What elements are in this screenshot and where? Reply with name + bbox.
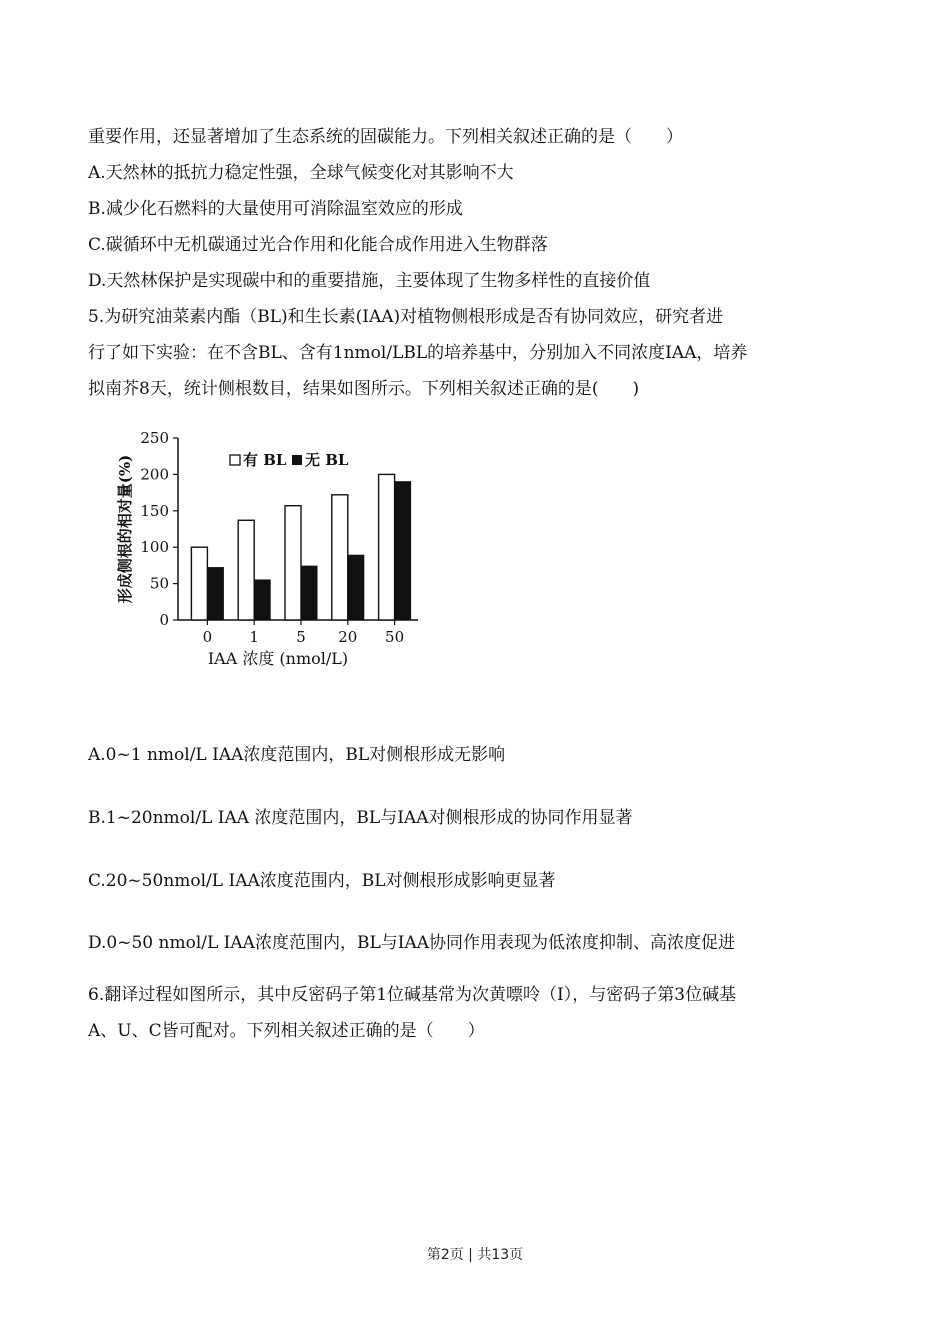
- text-line: B.减少化石燃料的大量使用可消除温室效应的形成: [88, 199, 463, 219]
- question-6-line: A、U、C皆可配对。下列相关叙述正确的是（ ）: [88, 1021, 485, 1041]
- bar-without-bl: [207, 568, 223, 620]
- bar-without-bl: [395, 482, 411, 620]
- option-b: B.1~20nmol/L IAA 浓度范围内，BL与IAA对侧根形成的协同作用显著: [88, 808, 633, 828]
- text-line: C.碳循环中无机碳通过光合作用和化能合成作用进入生物群落: [88, 235, 548, 255]
- question-5-line: 5.为研究油菜素内酯（BL)和生长素(IAA)对植物侧根形成是否有协同效应，研究者进: [88, 307, 724, 327]
- bar-without-bl: [254, 580, 270, 620]
- y-tick-label: 200: [140, 465, 169, 484]
- y-tick-label: 150: [140, 501, 169, 520]
- option-c: C.20~50nmol/L IAA浓度范围内，BL对侧根形成影响更显著: [88, 871, 556, 891]
- bar-chart: [110, 420, 430, 685]
- y-tick-label: 100: [140, 538, 169, 557]
- legend-label-without-bl: 无 BL: [305, 451, 349, 469]
- x-tick-label: 20: [338, 628, 358, 646]
- bar-without-bl: [301, 566, 317, 620]
- y-tick-label: 250: [140, 429, 169, 447]
- page-footer: 第2页 | 共13页: [426, 1247, 524, 1263]
- bar-with-bl: [285, 506, 301, 620]
- bar-with-bl: [238, 520, 254, 620]
- option-a: A.0~1 nmol/L IAA浓度范围内，BL对侧根形成无影响: [88, 745, 506, 765]
- x-tick-label: 50: [385, 628, 405, 646]
- x-tick-label: 1: [249, 628, 259, 646]
- bar-without-bl: [348, 555, 364, 620]
- y-axis-label: 形成侧根的相对量(%): [116, 454, 134, 604]
- x-tick-label: 0: [202, 628, 213, 646]
- legend-label-with-bl: 有 BL: [243, 451, 287, 469]
- x-tick-label: 5: [296, 628, 306, 646]
- question-5-line: 拟南芥8天，统计侧根数目，结果如图所示。下列相关叙述正确的是( ): [88, 379, 640, 399]
- option-d: D.0~50 nmol/L IAA浓度范围内，BL与IAA协同作用表现为低浓度抑制、高浓度促进: [88, 933, 736, 953]
- y-tick-label: 50: [149, 574, 169, 593]
- y-tick-label: 0: [159, 611, 169, 629]
- legend-swatch-with-bl: [230, 455, 240, 465]
- question-5-line: 行了如下实验：在不含BL、含有1nmol/LBL的培养基中，分别加入不同浓度IAA，培养: [88, 343, 748, 363]
- x-axis-label: IAA 浓度 (nmol/L): [207, 649, 349, 668]
- bar-with-bl: [332, 495, 348, 620]
- legend-swatch-without-bl: [292, 455, 302, 465]
- text-line: 重要作用，还显著增加了生态系统的固碳能力。下列相关叙述正确的是（ ）: [88, 127, 683, 147]
- text-line: D.天然林保护是实现碳中和的重要措施，主要体现了生物多样性的直接价值: [88, 271, 651, 291]
- question-6-line: 6.翻译过程如图所示，其中反密码子第1位碱基常为次黄嘌呤（I），与密码子第3位碱基: [88, 985, 737, 1005]
- bar-with-bl: [379, 474, 395, 620]
- text-line: A.天然林的抵抗力稳定性强，全球气候变化对其影响不大: [88, 163, 514, 183]
- bar-with-bl: [191, 547, 207, 620]
